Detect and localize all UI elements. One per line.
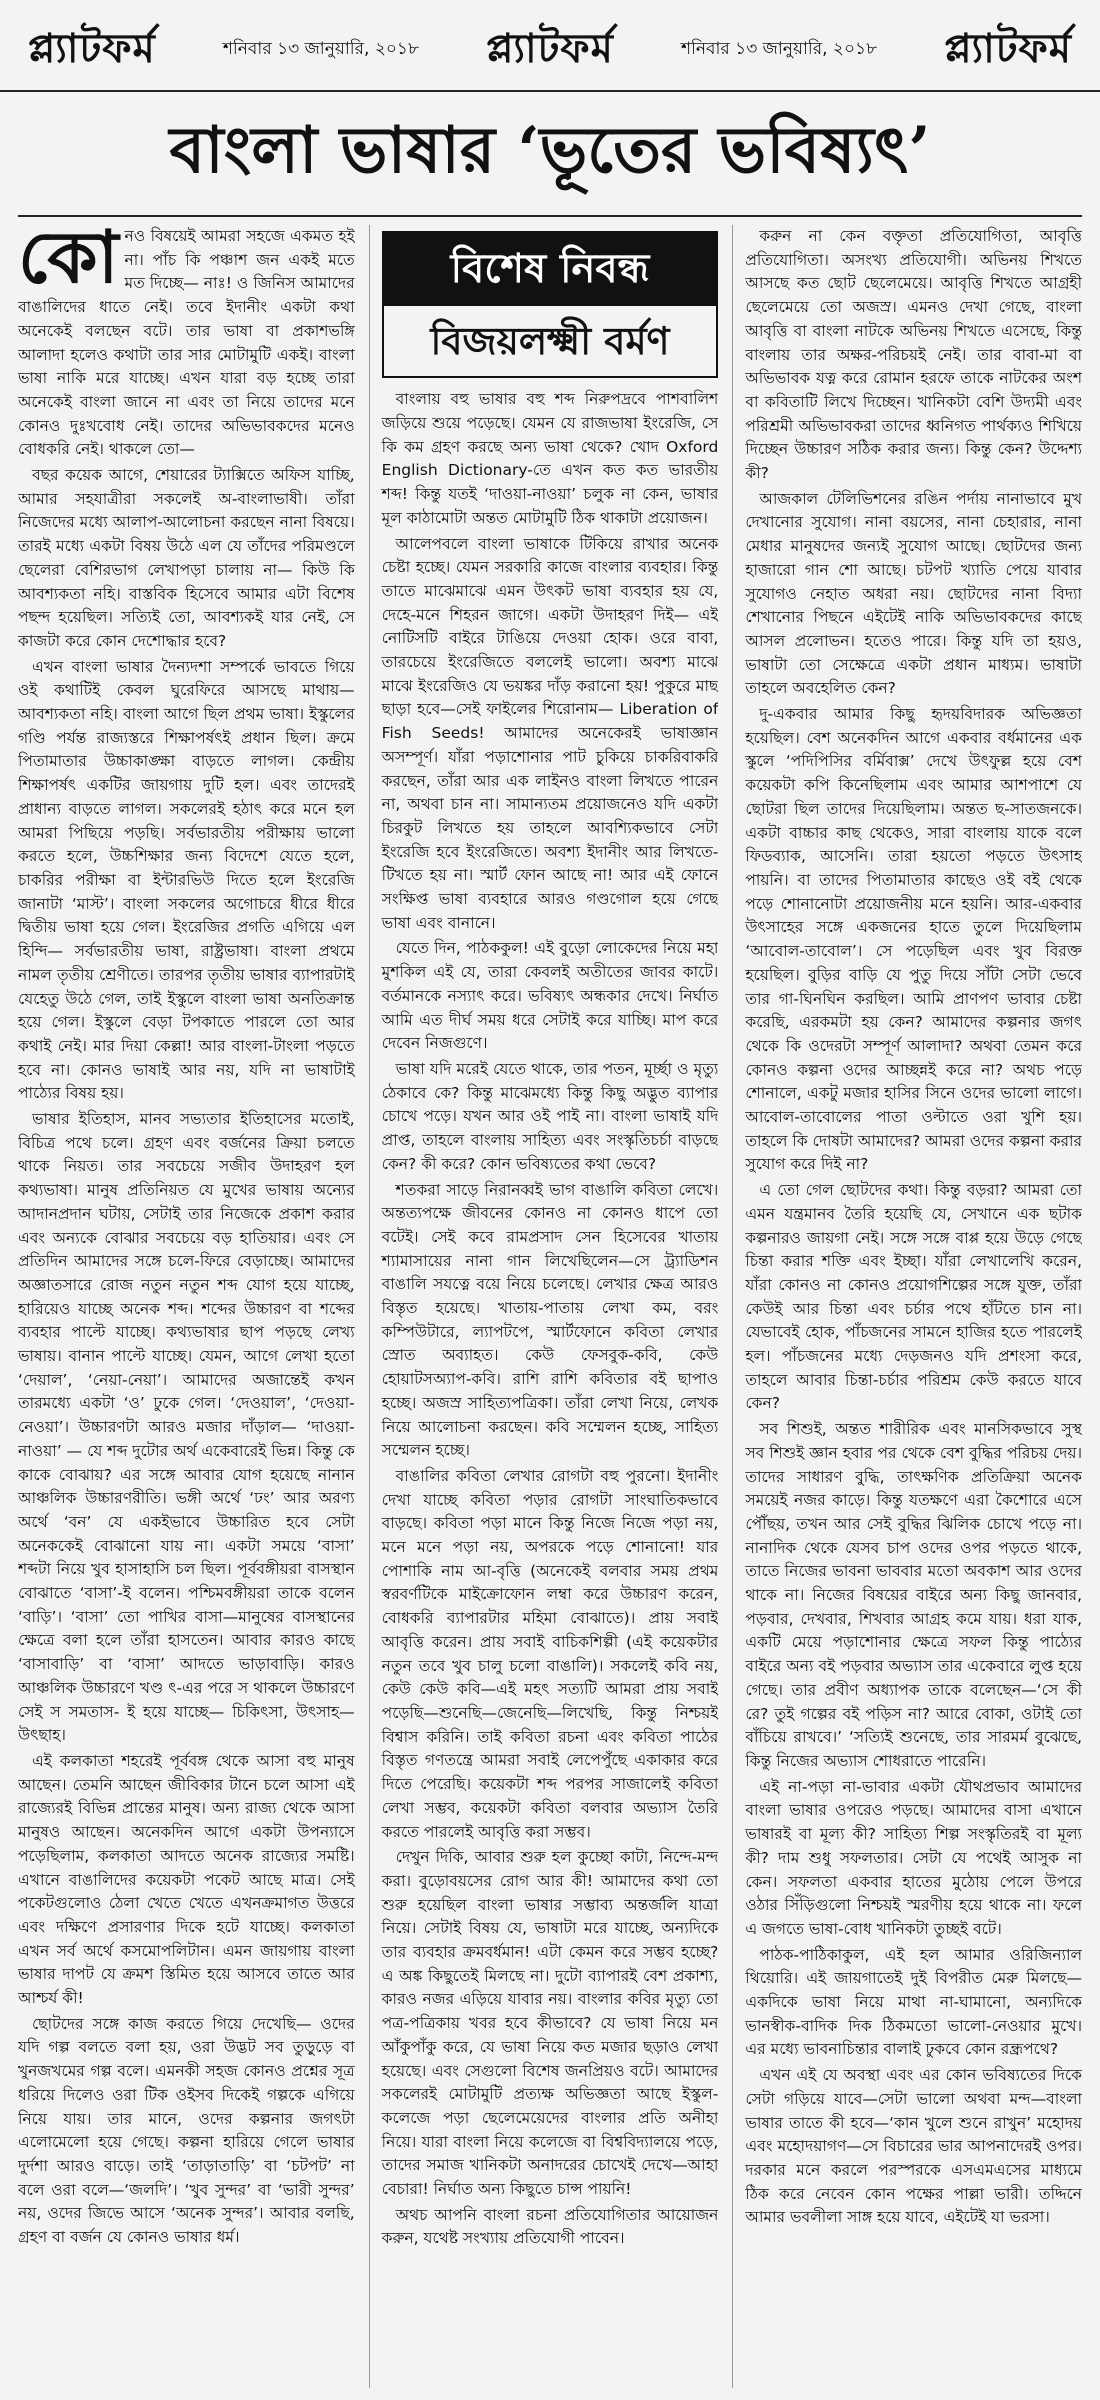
dateline-left: শনিবার ১৩ জানুয়ারি, ২০১৮ xyxy=(222,39,419,59)
article-paragraph: এখন বাংলা ভাষার দৈন্যদশা সম্পর্কে ভাবতে গিয়ে ওই কথাটিই কেবল ঘুরেফিরে আসছে মাথায়— আবশ্যকতা নহি। বাংলা আগে ছিল প্রথম ভাষা। ইস্কুলের গণ্ডি পর্যন্ত রাজ্যস্তরে শিক্ষাপর্ষৎই প্রধান ছিল। ক্রমে পিতামাতার উচ্চাকাঙ্ক্ষা বাড়তে লাগল। কেন্দ্রীয় শিক্ষাপর্ষৎ একটির জায়গায় দুটি হল। এবং তাদেরই প্রাধান্য বাড়তে লাগল। সকলেরই হঠাৎ করে মনে হল আমরা পিছিয়ে পড়ছি। সর্বভারতীয় পরীক্ষায় ভালো করতে হলে, উচ্চশিক্ষার জন্য বিদেশে যেতে হলে, চাকরির পরীক্ষা বা ইন্টারভিউ দিতে হলে ইংরেজি জানাটা ‘মাস্ট’। বাংলা সকলের অগোচরে ধীরে ধীরে দ্বিতীয় ভাষা হয়ে গেল। ইংরেজির প্রগতি এগিয়ে এল হিন্দি— সর্বভারতীয় ভাষা, রাষ্ট্রভাষা। বাংলা প্রথমে নামল তৃতীয় শ্রেণীতে। তারপর তৃতীয় ভাষার ব্যাপারটাই যেহেতু উঠে গেল, তাই ইস্কুলে বাংলা ভাষা অনতিক্রান্ত হয়ে গেল। ইস্কুলে বেড়া টপকাতে পারলে তো আর কথাই নেই। মার দিয়া কেল্লা! আর বাংলা-টাংলা পড়তে হবে না। কোনও ভাষাই আর নয়, যদি না ভাষাটাই পাঠ্যের বিষয় হয়। xyxy=(18,657,355,1103)
column-2 xyxy=(369,225,719,2388)
masthead-left: প্ল্যাটফর্ম xyxy=(28,24,156,72)
column-3 xyxy=(732,225,1082,2388)
special-feature-label: বিশেষ নিবন্ধ xyxy=(384,233,717,306)
masthead-center: প্ল্যাটফর্ম xyxy=(486,24,614,72)
article-paragraph: এখন এই যে অবস্থা এবং এর কোন ভবিষ্যতের দিকে সেটা গড়িয়ে যাবে—সেটা ভালো অথবা মন্দ—বাংলা ভাষার তাতে কী হবে—‘কান খুলে শুনে রাখুন’ মহোদয় এবং মহোদয়াগণ—সে বিচারের ভার আপনাদেরই ওপর। দরকার মনে করলে পরস্পরকে এসএমএসের মাধ্যমে ঠিক করে নেবেন কোন পক্ষের পাল্লা ভারী। তদ্দিনে আমার ভবলীলা সাঙ্গ হয়ে যাবে, এইটেই যা ভরসা। xyxy=(745,2066,1083,2227)
article-paragraph: পাঠক-পাঠিকাকুল, এই হল আমার ওরিজিন্যাল থিয়োরি। এই জায়গাতেই দুই বিপরীত মেরু মিলছে— একদিকে ভাষা নিয়ে মাথা না-ঘামানো, অন্যদিকে ভানস্বীক-বাদিক দিক ঠিকমতো ভালো-নেওয়ার মুখে। এর মধ্যে ভাবনাচিন্তার বালাই ঢুকবে কোন রন্ধ্রপথে? xyxy=(745,1945,1083,2059)
article-paragraph: দেখুন দিকি, আবার শুরু হল কুচ্ছো কাটা, নিন্দে-মন্দ করা। বুড়োবয়সের রোগ আর কী! আমাদের কথা তো শুরু হয়েছিল বাংলা ভাষার সম্ভাব্য অন্তর্জলি যাত্রা নিয়ে। সেটাই বিষয় যে, ভাষাটা মরে যাচ্ছে, অন্যদিকে তার ব্যবহার ক্রমবর্ধমান! এটা কেমন করে সম্ভব হচ্ছে? এ অঙ্ক কিছুতেই মিলছে না। দুটো ব্যাপারই বেশ প্রকাশ্য, কারও নজর এড়িয়ে যাবার নয়। বাংলার কবির মৃত্যু তো পত্র-পত্রিকায় খবর হবে কীভাবে? যে ভাষা নিয়ে মন আঁকুপাঁকু করে, যে ভাষা নিয়ে কত মজার ছড়াও লেখা হয়েছে। এবং সেগুলো বিশেষ জনপ্রিয়ও বটে। আমাদের সকলেরই মোটামুটি প্রত্যক্ষ অভিজ্ঞতা আছে ইস্কুল-কলেজে পড়া ছেলেমেয়েদের বাংলার প্রতি অনীহা নিয়ে। যারা বাংলা নিয়ে কলেজে বা বিশ্ববিদ্যালয়ে পড়ে, তাদের সমাজ খানিকটা অনাদরের চোখেই দেখে—আহা বেচারা! নির্ঘাত অন্য কিছুতে চান্স পায়নি! xyxy=(381,1848,719,2199)
article-paragraph: ভাষার ইতিহাস, মানব সভ্যতার ইতিহাসের মতোই, বিচিত্র পথে চলে। গ্রহণ এবং বর্জনের ক্রিয়া চলতে থাকে নিয়ত। তার সবচেয়ে সজীব উদাহরণ হল কথ্যভাষা। মানুষ প্রতিনিয়ত যে মুখের ভাষায় অন্যের আদানপ্রদান ঘটায়, সেটাই তার নিজেকে প্রকাশ করার এবং অন্যকে বোঝার সবচেয়ে বড় হাতিয়ার। এবং সে প্রতিদিন আমাদের সঙ্গে চলে-ফিরে বেড়াচ্ছে। আমাদের অজ্ঞাতসারে রোজ নতুন নতুন শব্দ যোগ হয়ে যাচ্ছে, হারিয়েও যাচ্ছে অনেক শব্দ। শব্দের উচ্চারণ বা শব্দের ব্যবহার পাল্টে যাচ্ছে। কথ্যভাষার ছাপ পড়ছে লেখ্য ভাষায়। বানান পাল্টে যাচ্ছে। যেমন, আগে লেখা হতো ‘দেয়াল’, ‘নেয়া-নেয়া’। আমাদের অজান্তেই কখন তারমধ্যে একটা ‘ও’ ঢুকে গেল। ‘দেওয়াল’, ‘দেওয়া-নেওয়া’। উচ্চারণটা আরও মজার দাঁড়াল— ‘দাওয়া-নাওয়া’ — যে শব্দ দুটোর অর্থ একেবারেই ভিন্ন। কিন্তু কে কাকে বোঝায়? এর সঙ্গে আবার যোগ হয়েছে নানান আঞ্চলিক উচ্চারণরীতি। ভঙ্গী অর্থে ‘ঢং’ আর অরণ্য অর্থে ‘বন’ যে একইভাবে উচ্চারিত হবে সেটা অনেককেই বোঝানো যায় না। একটা সময়ে ‘বাসা’ শব্দটা নিয়ে খুব হাসাহাসি চল ছিল। পূর্ববঙ্গীয়রা বাসস্থান বোঝাতে ‘বাসা’-ই বলেন। পশ্চিমবঙ্গীয়রা তাকে বলেন ‘বাড়ি’। ‘বাসা’ তো পাখির বাসা—মানুষের বাসস্থানের ক্ষেত্রে বলা হলে তাঁরা হাসতেন। আবার কারও কাছে ‘বাসাবাড়ি’ বা ‘বাসা’ আদতে ভাড়াবাড়ি। কারও আঞ্চলিক উচ্চারণে খণ্ড ৎ-এর পরে স থাকলে উচ্চারণে সেই স সমতাস- ই হয়ে যাচ্ছে— চিকিৎসা, উৎসাহ—উৎছাহ। xyxy=(18,1110,355,1745)
article-paragraph: করুন না কেন বক্তৃতা প্রতিযোগিতা, আবৃত্তি প্রতিযোগিতা। অসংখ্য প্রতিযোগী। অভিনয় শিখতে আসছে কত ছোট ছেলেমেয়ে। আবৃত্তি শিখতে আগ্রহী ছেলেমেয়ে তো অজস্র। এমনও দেখা গেছে, বাংলা আবৃত্তি বা বাংলা নাটকে অভিনয় শিখতে এসেছে, কিন্তু বাংলায় তার অক্ষর-পরিচয়ই নেই। তার বাবা-মা বা অভিভাবক যত্ন করে রোমান হরফে তাকে নাটকের অংশ বা কবিতাটি লিখে দিচ্ছেন। খানিকটা বেশি উদ্যমী এবং পরিশ্রমী অভিভাবকরা তাদের ধ্বনিগত পার্থক্যও শিখিয়ে দিচ্ছেন উচ্চারণ সঠিক করার জন্য। কিন্তু কেন? উদ্দেশ্য কী? xyxy=(745,227,1083,483)
article-paragraph: এ তো গেল ছোটদের কথা। কিন্তু বড়রা? আমরা তো এমন যন্ত্রমানব তৈরি হয়েছি যে, সেখানে এক ছটাক কল্পনারও জায়গা নেই। সঙ্গে সঙ্গে বাপ্প হয়ে উড়ে গেছে চিন্তা করার শক্তি এবং ইচ্ছা। যাঁরা লেখালেখি করেন, যাঁরা কোনও না কোনও প্রয়োগশিল্পের সঙ্গে যুক্ত, তাঁরা কেউই আর চিন্তা এবং চর্চার পথে হাঁটতে চান না। যেভাবেই হোক, পাঁচজনের সামনে হাজির হতে পারলেই হল। পাঁচজনের মধ্যে দেড়জনও যদি প্রশংসা করে, তাহলে আবার চিন্তা-চর্চার পরিশ্রম কেউ করতে যাবে কেন? xyxy=(745,1181,1083,1413)
article-paragraph: বাঙালির কবিতা লেখার রোগটা বহু পুরনো। ইদানীং দেখা যাচ্ছে কবিতা পড়ার রোগটা সাংঘাতিকভাবে বাড়ছে। কবিতা পড়া মানে কিন্তু নিজে নিজে পড়া নয়, মনে মনে পড়া নয়, অপরকে পড়ে শোনানো! যার পোশাকি নাম আ-বৃত্তি (অনেকেই বলবার সময় প্রথম স্বরবর্ণটিকে মাইক্রোফোন লম্বা করে উচ্চারণ করেন, বোধকরি ব্যাপারটার মহিমা বোঝাতে)। প্রায় সবাই আবৃত্তি করেন। প্রায় সবাই বাচিকশিল্পী (এই কয়েকটার নতুন তবে খুব চালু চলো বাঙালি)। সকলেই কবি নয়, কেউ কেউ কবি—এই মহৎ সত্যটি আমরা প্রায় সবাই পড়েছি—শুনেছি—জেনেছি—লিখেছি, কিন্তু নিশ্চয়ই বিশ্বাস করিনি। তাই কবিতা রচনা এবং কবিতা পাঠের বিস্তৃত গণতন্ত্রে আমরা সবাই লেপেপুঁছে একাকার করে দিতে পেরেছি। কয়েকটা শব্দ পরপর সাজালেই কবিতা লেখা সম্ভব, কয়েকটা কবিতা বলবার অভ্যাস তৈরি করতে পারলেই আবৃত্তি করা সম্ভব। xyxy=(381,1466,719,1841)
article-paragraph: দু-একবার আমার কিছু হৃদয়বিদারক অভিজ্ঞতা হয়েছিল। বেশ অনেকদিন আগে একবার বর্ধমানের এক স্কুলে ‘পদিপিসির বর্মিবাক্স’ দেখে উৎফুল্ল হয়ে বেশ কয়েকটা কপি কিনেছিলাম এবং আমার আশপাশে যে ছোটরা ছিল তাদের দিয়েছিলাম। অন্তত ছ-সাতজনকে। একটা বাচ্চার কাছ থেকেও, সারা বাংলায় যাকে বলে ফিডব্যাক, আসেনি। তারা হয়তো পড়তে উৎসাহ পায়নি। বা তাদের পিতামাতার কাছেও ওই বই থেকে পড়ে শোনানোটা প্রয়োজনীয় মনে হয়নি। আর-একবার উৎসাহের সঙ্গে একজনের হাতে তুলে দিয়েছিলাম ‘আবোল-তাবোল’। সে পড়েছিল এবং খুব বিরক্ত হয়েছিল। বুড়ির বাড়ি যে পুতু দিয়ে সাঁটা সেটা ভেবে তার গা-ঘিনঘিন করছিল। আমি প্রাণপণ ভাবার চেষ্টা করেছি, এরকমটা হয় কেন? আমাদের কল্পনার জগৎ থেকে কি ওদেরটা সম্পূর্ণ আলাদা? অথবা তেমন করে কোনও কল্পনা ওদের আচ্ছন্নই করে না? অথচ পড়ে শোনালে, একটু মজার হাসির সিনে ওদের ভালো লাগে। আবোল-তাবোলের পাতা ওল্টাতে ওরা খুশি হয়। তাহলে কি দোষটা আমাদের? আমরা ওদের কল্পনা করার সুযোগ করে দিই না? xyxy=(745,705,1083,1174)
article-paragraph: সব শিশুই, অন্তত শারীরিক এবং মানসিকভাবে সুস্থ সব শিশুই জ্ঞান হবার পর থেকে বেশ বুদ্ধির পরিচয় দেয়। তাদের সাধারণ বুদ্ধি, তাৎক্ষণিক প্রতিক্রিয়া অনেক সময়েই নজর কাড়ে। কিন্তু যতক্ষণে এরা কৈশোরে এসে পৌঁছয়, তখন আর সেই বুদ্ধির ঝিলিক চোখে পড়ে না। নানাদিক থেকে যেসব চাপ ওদের ওপর পড়তে থাকে, তাতে নিজের ভাবনা ভাববার মতো অবকাশ আর ওদের থাকে না। নিজের বিষয়ের বাইরে অন্য কিছু জানবার, পড়বার, দেখবার, শিখবার আগ্রহ কমে যায়। ধরা যাক, একটি মেয়ে পড়াশোনার ক্ষেত্রে সফল কিন্তু পাঠ্যের বাইরে অন্য বই পড়বার অভ্যাস তার একেবারে লুপ্ত হয়ে গেছে। তার প্রবীণ অধ্যাপক তাকে বলেছেন—‘সে কী রে? তুই গল্পের বই পড়িস না? আরে বোকা, ওটাই তো বাঁচিয়ে রাখবে।’ ‘সত্যিই শুনেছে, তার সারমর্ম বুঝেছে, কিন্তু নিজের অভ্যাস শোধরাতে পারেনি। xyxy=(745,1420,1083,1770)
dateline-right: শনিবার ১৩ জানুয়ারি, ২০১৮ xyxy=(680,39,878,59)
running-header xyxy=(0,10,1100,92)
article-paragraph: যেতে দিন, পাঠককুল! এই বুড়ো লোকেদের নিয়ে মহা মুশকিল এই যে, তারা কেবলই অতীতের জাবর কাটে। বর্তমানকে নস্যাৎ করে। ভবিষ্যৎ অন্ধকার দেখে। নির্ঘাত আমি এত দীর্ঘ সময় ধরে সেটাই করে যাচ্ছি। মাপ করে দেবেন নিজগুণে। xyxy=(381,939,719,1053)
article-paragraph: এই না-পড়া না-ভাবার একটা যৌথপ্রভাব আমাদের বাংলা ভাষার ওপরেও পড়ছে। আমাদের বাসা এখানে ভাষারই বা মূল্য কী? সাহিত্য শিল্প সংস্কৃতিরই বা মূল্য কী? দাম শুধু সফলতার। সেটা যে পথেই আসুক না কেন। সফলতা একবার হাতের মুঠোয় পেলে উপরে ওঠার সিঁড়িগুলো নিশ্চয়ই স্মরণীয় হয়ে থাকে না। ফলে এ জগতে ভাষা-বোধ খানিকটা তুচ্ছই বটে। xyxy=(745,1777,1083,1938)
article-paragraph: আজকাল টেলিভিশনের রঙিন পর্দায় নানাভাবে মুখ দেখানোর সুযোগ। নানা বয়সের, নানা চেহারার, নানা মেধার মানুষদের জন্যই সুযোগ আছে। ছোটদের জন্য হাজারো গান শো আছে। চটপট খ্যাতি পেয়ে যাবার সুযোগও নেহাত অধরা নয়। ছোটদের নানা বিদ্যা শেখানোর পিছনে এইটেই নাকি অভিভাবকদের কাছে আসল প্রলোভন। হতেও পারে। কিন্তু যদি তা হয়ও, ভাষাটা তো সেক্ষেত্রে একটা প্রধান মাধ্যম। ভাষাটা তাহলে অবহেলিত কেন? xyxy=(745,489,1083,698)
article-paragraph: এই কলকাতা শহরেই পূর্ববঙ্গ থেকে আসা বহু মানুষ আছেন। তেমনি আছেন জীবিকার টানে চলে আসা এই রাজ্যেরই বিভিন্ন প্রান্তের মানুষ। অন্য রাজ্য থেকে আসা মানুষও আছেন। অনেকদিন আগে একটা উপন্যাসে পড়েছিলাম, কলকাতা আদতে অনেক রাজ্যের সমষ্টি। এখানে বাঙালিদের কয়েকটা পকেট আছে মাত্র। সেই পকেটগুলোও ঠেলা খেতে খেতে এখনক্রমাগত উত্তরে এবং দক্ষিণে প্রসারণার দিকে হটে যাচ্ছে। কলকাতা এখন সর্ব অর্থে কসমোপলিটান। এমন জায়গায় বাংলা ভাষার দাপট যে ক্রমশ স্তিমিত হয়ে আসবে তাতে আর আশ্চর্য কী! xyxy=(18,1752,355,2008)
article-paragraph: ভাষা যদি মরেই যেতে থাকে, তার পতন, মূর্চ্ছা ও মৃত্যু ঠেকাবে কে? কিন্তু মাঝেমধ্যে কিন্তু কিছু অদ্ভুত ব্যাপার চোখে পড়ে। যখন আর ওই পাই না। বাংলা ভাষাই যদি প্রাপ্ত, তাহলে বাংলায় সাহিত্য এবং সংস্কৃতিচর্চা বাড়ছে কেন? কী করে? কোন ভবিষ্যতের কথা ভেবে? xyxy=(381,1060,719,1173)
article-paragraph: নও বিষয়েই আমরা সহজে একমত হই না। পাঁচ কি পঞ্চাশ জন একই মতে মত দিচ্ছে— নাঃ! ও জিনিস আমাদের বাঙালিদের ধাতে নেই। তবে ইদানীং একটা কথা অনেকেই বলছেন বটে। তার ভাষা বা প্রকাশভঙ্গি আলাদা হলেও কথাটা তার সার মোটামুটি একই। বাংলা ভাষা নাকি মরে যাচ্ছে। এখন যারা বড় হচ্ছে তারা অনেকেই বাংলা জানে না এবং তা নিয়ে তাদের মনে কোনও দুঃখবোধ নেই। তাদের অভিভাবকদের মনেও বোধকরি নেই। থাকলে তো— xyxy=(18,227,355,459)
article-paragraph: ছোটদের সঙ্গে কাজ করতে গিয়ে দেখেছি— ওদের যদি গল্প বলতে বলা হয়, ওরা উদ্ভট সব তুড়ুড়ে বা খুনজখমের গল্প বলে। এমনকী সহজ কোনও প্রশ্নের সূত্র ধরিয়ে দিলেও ওরা টিক ওইসব দিকেই গল্পকে এগিয়ে নিয়ে যায়। তার মানে, ওদের কল্পনার জগৎটা এলোমেলো হয়ে গেছে। কল্পনা হারিয়ে গেলে ভাষার দুর্দশা আরও বাড়ে। তাই ‘তাড়াতাড়ি’ বা ‘চটপট’ না বলে ওরা বলে—‘জলদি’। ‘খুব সুন্দর’ বা ‘ভারী সুন্দর’ নয়, ওদের জিভে আসে ‘অনেক সুন্দর’। আবার বলছি, গ্রহণ বা বর্জন যে কোনও ভাষার ধর্ম। xyxy=(18,2014,355,2247)
article-body xyxy=(18,225,1082,2388)
article-paragraph: আলেপবলে বাংলা ভাষাকে টিকিয়ে রাখার অনেক চেষ্টা হচ্ছে। যেমন সরকারি কাজে বাংলার ব্যবহার। কিন্তু তাতে মাঝেমাঝে এমন উৎকট ভাষা ব্যবহার হয় যে, দেহে-মনে শিহরন জাগে। একটা উদাহরণ দিই— এই নোটিসটি বাইরে টাঙিয়ে দেওয়া হোক। ওরে বাবা, তারচেয়ে ইংরেজিতে বললেই ভালো। অবশ্য মাঝে মাঝে ইংরেজিও যে ভয়ঙ্কর দাঁড় করানো হয়! পুকুরে মাছ ছাড়া হবে—সেই ফাইলের শিরোনাম— Liberation of Fish Seeds! আমাদের অনেকেরই ভাষাজ্ঞান অসম্পূর্ণ। যাঁরা পড়াশোনার পাট চুকিয়ে চাকরিবাকরি করছেন, তাঁরা আর এক লাইনও বাংলা লিখতে পারেন না, অথবা চান না। সামান্যতম প্রয়োজনেও যদি একটা চিরকুট লিখতে হয় তাহলে আবশ্যিকভাবে সেটা ইংরেজি হবে ইংরেজিতে। অবশ্য ইদানীং আর লিখতে-টিখতে হয় না। স্মার্ট ফোন আছে না! আর এই ফোনে সংক্ষিপ্ত ভাষা ব্যবহারে আরও গণ্ডগোল হয়ে গেছে ভাষা এবং বানানে। xyxy=(381,534,719,932)
article-paragraph: বাংলায় বহু ভাষার বহু শব্দ নিরুপদ্রবে পাশবালিশ জড়িয়ে শুয়ে পড়েছে। যেমন যে রাজভাষা ইংরেজি, সে কি কম গ্রহণ করছে অন্য ভাষা থেকে? খোদ Oxford English Dictionary-তে এখন কত কত ভারতীয় শব্দ! কিন্তু যতই ‘দাওয়া-নাওয়া’ চলুক না কেন, ভাষার মূল কাঠামোটা অন্তত মোটামুটি ঠিক থাকাটা প্রয়োজন। xyxy=(381,390,719,527)
article-headline: বাংলা ভাষার ‘ভূতের ভবিষ্যৎ’ xyxy=(169,112,931,188)
article-paragraph: বছর কয়েক আগে, শেয়ারের ট্যাক্সিতে অফিস যাচ্ছি, আমার সহযাত্রীরা সকলেই অ-বাংলাভাষী। তাঁরা নিজেদের মধ্যে আলাপ-আলোচনা করছেন নানা বিষয়ে। তারই মধ্যে একটা বিষয় উঠে এল যে তাঁদের পরিমণ্ডলে ছেলেরা বেশিরভাগ লেখাপড়া চালায় না— কিউ কি আবশ্যকতা নহি। বাস্তবিক হিসেবে আমার এটা বিশেষ পছন্দ হয়েছিল। সত্যিই তো, আবশ্যকই যার নেই, সে কাজটা করে কোন দেশোদ্ধার হবে? xyxy=(18,466,355,650)
masthead-right: প্ল্যাটফর্ম xyxy=(944,24,1072,72)
special-feature-box xyxy=(382,231,719,378)
column-1 xyxy=(18,225,355,2388)
drop-cap: কো xyxy=(18,225,119,299)
headline-bar xyxy=(18,95,1082,217)
author-byline: বিজয়লক্ষ্মী বর্মণ xyxy=(430,319,670,364)
article-paragraph: অথচ আপনি বাংলা রচনা প্রতিযোগিতার আয়োজন করুন, যথেষ্ট সংখ্যায় প্রতিযোগী পাবেন। xyxy=(381,2205,719,2248)
article-paragraph: শতকরা সাড়ে নিরানব্বই ভাগ বাঙালি কবিতা লেখে। অন্তত্যপক্ষে জীবনের কোনও না কোনও ধাপে তো বটেই। সেই কবে রামপ্রসাদ সেন হিসেবের খাতায় শ্যামাসায়ের নানা গান লিখেছিলেন—সে ট্র্যাডিশন বাঙালি সযত্নে বয়ে নিয়ে চলেছে। লেখার ক্ষেত্র আরও বিস্তৃত হয়েছে। খাতায়-পাতায় লেখা কম, বরং কম্পিউটারে, ল্যাপটপে, স্মার্টফোনে কবিতা লেখার স্রোত অব্যাহত। কেউ ফেসবুক-কবি, কেউ হোয়াটসঅ্যাপ-কবি। রাশি রাশি কবিতার বই ছাপাও হচ্ছে। অজস্র সাহিত্যপত্রিকা। তাঁরা লেখা নিয়ে, লেখক নিয়ে আলোচনা করছেন। কবি সম্মেলন হচ্ছে, সাহিত্য সম্মেলন হচ্ছে। xyxy=(381,1180,719,1460)
